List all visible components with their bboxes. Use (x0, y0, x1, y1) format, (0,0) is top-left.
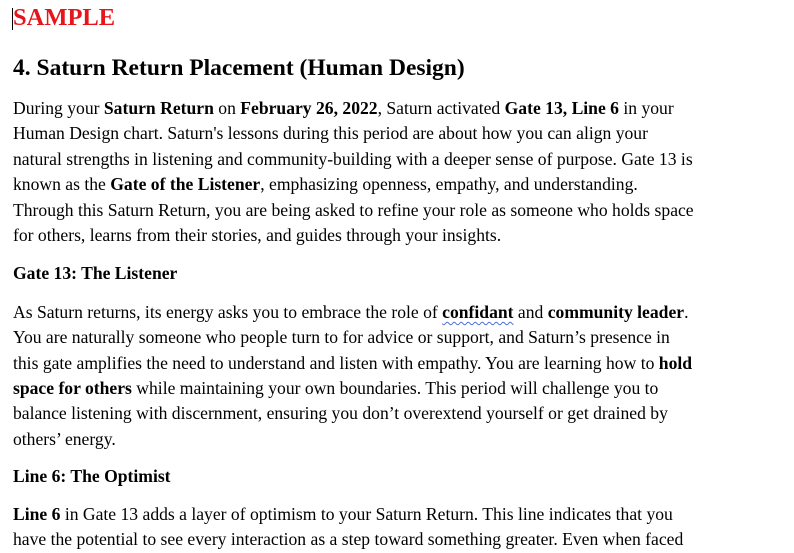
bold-gate-line: Gate 13, Line 6 (504, 98, 619, 118)
paragraph-gate-13 (13, 300, 783, 452)
bold-confidant-spellcheck[interactable]: confidant (442, 301, 514, 322)
subheading-line-6: Line 6: The Optimist (13, 466, 171, 487)
text-run: while maintaining your own boundaries. This period will challenge you to (131, 378, 659, 399)
text-run: During your (13, 98, 104, 118)
sample-watermark (13, 4, 783, 32)
text-run: . (684, 301, 689, 322)
paragraph-saturn-return (13, 96, 783, 248)
text-line: balance listening with discernment, ensuring you don’t overextend yourself or get drained by (13, 403, 668, 424)
paragraph-line-6 (13, 502, 783, 553)
text-run: , emphasizing openness, empathy, and understanding. (260, 174, 638, 195)
text-line: natural strengths in listening and community-building with a deeper sense of purpose. Gate 13 is (13, 148, 693, 169)
section-title: 4. Saturn Return Placement (Human Design) (13, 55, 465, 81)
text-run: in Gate 13 adds a layer of optimism to your Saturn Return. This line indicates that you (60, 503, 673, 524)
text-run: this gate amplifies the need to understand and listen with empathy. You are learning how to (13, 352, 659, 373)
text-run: As Saturn returns, its energy asks you to embrace the role of (13, 301, 443, 322)
text-run: in your (618, 98, 674, 118)
text-run: , Saturn activated (377, 98, 505, 118)
document-page[interactable] (13, 0, 783, 553)
bold-community-leader: community leader (547, 301, 685, 322)
bold-hold: hold (658, 352, 693, 373)
sample-label: SAMPLE (13, 4, 116, 31)
text-line: You are naturally someone who people turn to for advice or support, and Saturn’s presence in (13, 327, 670, 348)
bold-space-for-others: space for others (13, 378, 132, 399)
text-line: others’ energy. (13, 428, 116, 449)
text-line: have the potential to see every interaction as a step toward something greater. Even when faced (13, 529, 684, 550)
text-run: and (513, 301, 548, 322)
text-line: Human Design chart. Saturn's lessons during this period are about how you can align your (13, 123, 648, 144)
text-run: on (213, 98, 241, 118)
bold-gate-of-listener: Gate of the Listener (110, 174, 261, 195)
bold-date: February 26, 2022 (240, 98, 378, 118)
text-line: Through this Saturn Return, you are being asked to refine your role as someone who holds space (13, 199, 694, 220)
text-line: for others, learns from their stories, and guides through your insights. (13, 225, 502, 246)
text-cursor (12, 8, 13, 30)
bold-line-6: Line 6 (13, 503, 61, 524)
bold-saturn-return: Saturn Return (103, 98, 214, 118)
text-run: known as the (13, 174, 111, 195)
subheading-gate-13: Gate 13: The Listener (13, 263, 178, 284)
